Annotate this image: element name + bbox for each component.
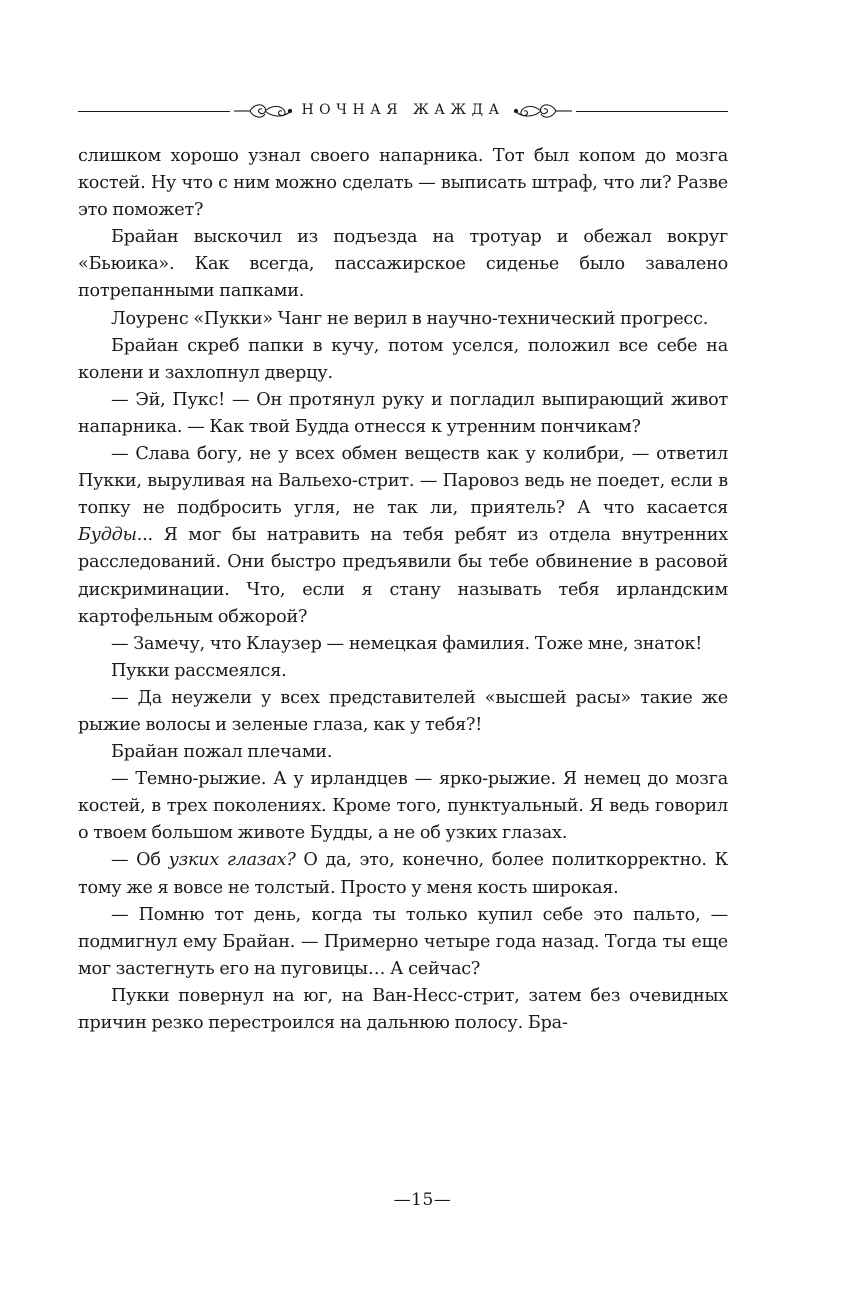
paragraph	[78, 631, 728, 658]
text-run: Пукки рассмеялся.	[111, 660, 287, 681]
paragraph	[78, 306, 728, 333]
paragraph	[78, 983, 728, 1037]
text-run: Лоуренс «Пукки» Чанг не верил в научно-технический прогресс.	[111, 308, 709, 329]
paragraph	[78, 143, 728, 224]
italic-text: узких глазах?	[168, 850, 296, 871]
paragraph	[78, 387, 728, 441]
running-header	[78, 96, 728, 126]
paragraph	[78, 766, 728, 847]
paragraph	[78, 224, 728, 305]
text-run: — Эй, Пукс! — Он протянул руку и погладил выпирающий живот напарника. — Как твой Будда отнесся к утренним пончикам?	[78, 389, 728, 437]
text-run: О да, это, конечно, более политкорректно. К тому же я вовсе не толстый. Просто у меня кость широкая.	[78, 850, 729, 898]
paragraph	[78, 441, 728, 631]
text-run: — Замечу, что Клаузер — немецкая фамилия. Тоже мне, знаток!	[111, 633, 703, 654]
body-text	[78, 143, 728, 1037]
text-run: Брайан скреб папки в кучу, потом уселся, положил все себе на колени и захлопнул дверцу.	[78, 335, 728, 383]
text-run: — Об	[111, 850, 169, 871]
running-header-title: НОЧНАЯ ЖАЖДА	[301, 102, 505, 118]
text-run: ... Я мог бы натравить на тебя ребят из отдела внутренних расследований. Они быстро предъявили бы тебе обвинение в расовой дискриминации. Что, если я стану называть тебя ирландским картофельным обжорой?	[78, 525, 728, 627]
text-run: слишком хорошо узнал своего напарника. Тот был копом до мозга костей. Ну что с ним можно сделать — выписать штраф, что ли? Разве это поможет?	[78, 146, 728, 221]
paragraph	[78, 685, 728, 739]
paragraph	[78, 739, 728, 766]
paragraph	[78, 658, 728, 685]
text-run: — Слава богу, не у всех обмен веществ как у колибри, — ответил Пукки, выруливая на Вальехо-стрит. — Паровоз ведь не поедет, если в топку не подбросить угля, не так ли, приятель? А что касается	[78, 444, 728, 519]
text-run: — Помню тот день, когда ты только купил себе это пальто, — подмигнул ему Брайан. — Примерно четыре года назад. Тогда ты еще мог застегнуть его на пуговицы… А сейчас?	[78, 904, 728, 979]
paragraph	[78, 847, 728, 901]
text-run: Брайан пожал плечами.	[111, 742, 333, 763]
paragraph	[78, 333, 728, 387]
header-rule-right	[576, 111, 728, 112]
text-run: — Да неужели у всех представителей «высшей расы» такие же рыжие волосы и зеленые глаза, как у тебя?!	[78, 687, 728, 735]
text-run: Брайан выскочил из подъезда на тротуар и обежал вокруг «Бьюика». Как всегда, пассажирское сиденье было завалено потрепанными папками.	[78, 227, 728, 302]
text-run: Пукки повернул на юг, на Ван-Несс-стрит, затем без очевидных причин резко перестроился на дальнюю полосу. Бра-	[78, 985, 728, 1033]
italic-text: Будды	[78, 525, 137, 546]
page-number: —15—	[393, 1190, 452, 1210]
paragraph	[78, 902, 728, 983]
text-run: — Темно-рыжие. А у ирландцев — ярко-рыжие. Я немец до мозга костей, в трех поколениях. Кроме того, пунктуальный. Я ведь говорил о твоем большом животе Будды, а не об узких глазах.	[78, 769, 728, 844]
flourish-ornament-icon	[512, 100, 574, 122]
